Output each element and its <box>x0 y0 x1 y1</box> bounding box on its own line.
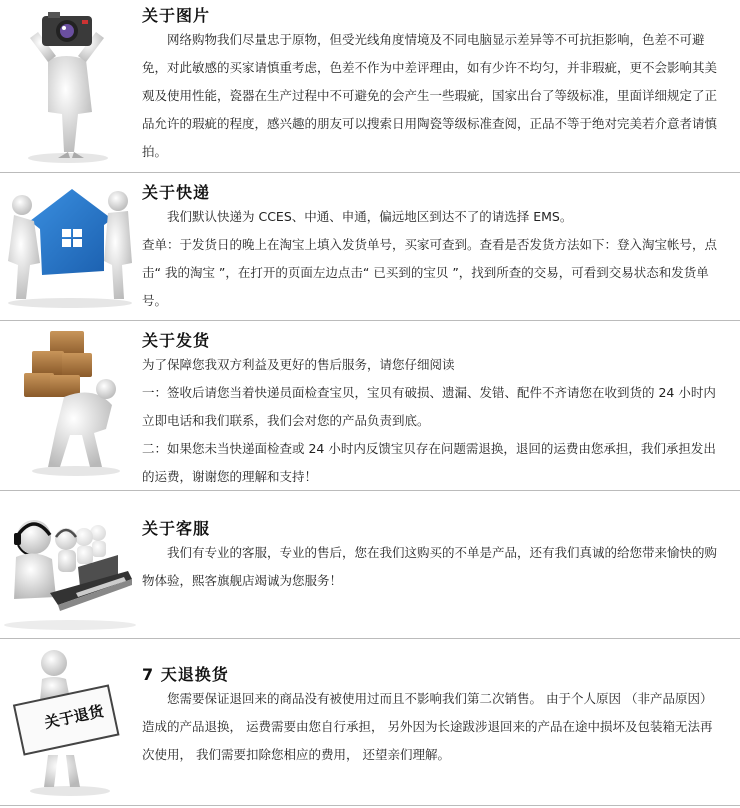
section-paragraph: 我们默认快递为 CCES、中通、申通，偏远地区到达不了的请选择 EMS。 <box>167 209 573 224</box>
section-title: 关于快递 <box>142 183 211 202</box>
section-title: 关于图片 <box>142 6 211 25</box>
section-title: 关于客服 <box>142 519 211 538</box>
section-divider <box>0 805 740 806</box>
box-carrier-figure-icon <box>14 329 132 479</box>
section-title: 7 天退换货 <box>142 665 229 684</box>
section-paragraph: 网络购物我们尽量忠于原物，但受光线角度情境及不同电脑显示差异等不可抗拒影响，色差不可避免，对此敏感的买家请慎重考虑，色差不作为中差评理由，如有少许不均匀，并非瑕疵，更不会影响其美观及使用性能，瓷器在生产过程中不可避免的会产生一些瑕疵，国家出台了等级标准，里面详细规定了正品允许的瑕疵的程度，感兴趣的朋友可以搜索日用陶瓷等级标准查阅，正品不等于绝对完美若介意者请慎拍。 <box>142 32 718 159</box>
section-paragraph: 一：签收后请您当着快递员面检查宝贝，宝贝有破损、遗漏、发错、配件不齐请您在收到货的 24 小时内立即电话和我们联系，我们会对您的产品负责到底。 <box>142 385 716 428</box>
section-about-service <box>0 491 740 637</box>
section-paragraph: 我们有专业的客服，专业的售后，您在我们这购买的不单是产品，还有我们真诚的给您带来愉快的购物体验，熙客旗舰店竭诚为您服务！ <box>142 545 718 588</box>
section-returns <box>0 639 740 807</box>
house-carriers-icon <box>0 181 140 311</box>
section-about-delivery <box>0 173 740 319</box>
section-paragraph: 您需要保证退回来的商品没有被使用过而且不影响我们第二次销售。 由于个人原因 （非产品原因） 造成的产品退换， 运费需要由您自行承担， 另外因为长途跋涉退回来的产品在途中损坏及包装箱无法再次使用， 我们需要扣除您相应的费用， 还望亲们理解。 <box>142 691 713 762</box>
customer-service-agents-icon <box>0 497 142 631</box>
section-about-shipping <box>0 321 740 489</box>
section-paragraph: 为了保障您我双方利益及更好的售后服务，请您仔细阅读 <box>142 357 455 372</box>
section-title: 关于发货 <box>142 331 211 350</box>
section-paragraph: 查单：于发货日的晚上在淘宝上填入发货单号，买家可查到。查看是否发货方法如下：登入淘宝帐号，点击“ 我的淘宝 ”，在打开的页面左边点击“ 已买到的宝贝 ”，找到所查的交易，可看到交易状态和发货单号。 <box>142 237 718 308</box>
return-sign-text: 关于退货 <box>42 701 106 733</box>
section-paragraph: 二：如果您未当快递面检查或 24 小时内反馈宝贝存在问题需退换，退回的运费由您承担，我们承担发出的运费，谢谢您的理解和支持！ <box>142 441 716 484</box>
section-about-images <box>0 0 740 170</box>
photographer-figure-icon <box>8 2 126 166</box>
